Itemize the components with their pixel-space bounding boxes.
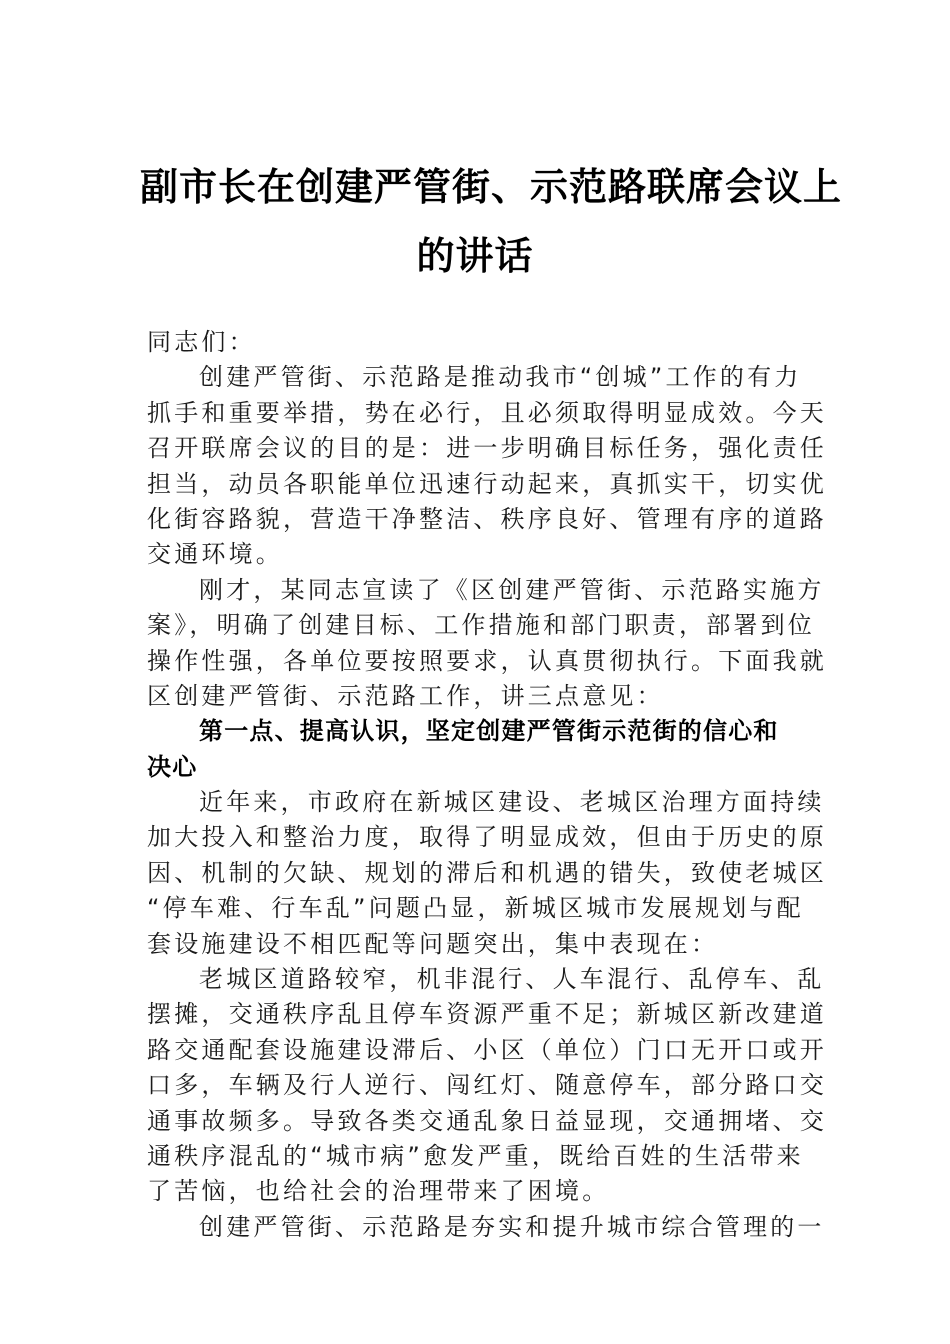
body-line: 通秩序混乱的“城市病”愈发严重，既给百姓的生活带来 [147,1141,804,1170]
section-heading: 第一点、提高认识，坚定创建严管街示范街的信心和 [199,717,779,746]
body-line: 摆摊，交通秩序乱且停车资源严重不足；新城区新改建道 [147,1000,827,1029]
document-body [147,325,827,1245]
body-line: 创建严管街、示范路是推动我市“创城”工作的有力 [199,363,802,392]
document-title-line-1: 副市长在创建严管街、示范路联席会议上 [140,164,843,209]
body-line: 抓手和重要举措，势在必行，且必须取得明显成效。今天 [147,398,827,427]
body-line: “停车难、行车乱”问题凸显，新城区城市发展规划与配 [147,894,804,923]
body-line: 了苦恼，也给社会的治理带来了困境。 [147,1177,610,1206]
body-line: 套设施建设不相匹配等问题突出，集中表现在： [147,929,719,958]
section-heading: 决心 [147,752,198,781]
body-line: 加大投入和整治力度，取得了明显成效，但由于历史的原 [147,823,827,852]
body-line: 老城区道路较窄，机非混行、人车混行、乱停车、乱 [199,965,825,994]
body-line: 口多，车辆及行人逆行、闯红灯、随意停车，部分路口交 [147,1071,827,1100]
body-line: 化街容路貌，营造干净整洁、秩序良好、管理有序的道路 [147,504,827,533]
body-line: 因、机制的欠缺、规划的滞后和机遇的错失，致使老城区 [147,858,827,887]
document-title-line-2: 的讲话 [416,233,534,278]
body-line: 案》，明确了创建目标、工作措施和部门职责，部署到位 [147,611,815,640]
body-line: 召开联席会议的目的是：进一步明确目标任务，强化责任 [147,434,827,463]
body-line: 刚才，某同志宣读了《区创建严管街、示范路实施方 [199,575,825,604]
body-line: 创建严管街、示范路是夯实和提升城市综合管理的一 [199,1212,825,1241]
body-line: 交通环境。 [147,540,283,569]
salutation: 同志们： [147,328,256,356]
body-line: 近年来，市政府在新城区建设、老城区治理方面持续 [199,788,825,817]
body-line: 操作性强，各单位要按照要求，认真贯彻执行。下面我就 [147,646,827,675]
body-line: 路交通配套设施建设滞后、小区（单位）门口无开口或开 [147,1035,827,1064]
body-line: 担当，动员各职能单位迅速行动起来，真抓实干，切实优 [147,469,827,498]
body-line: 通事故频多。导致各类交通乱象日益显现，交通拥堵、交 [147,1106,827,1135]
body-line: 区创建严管街、示范路工作，讲三点意见： [147,681,664,710]
